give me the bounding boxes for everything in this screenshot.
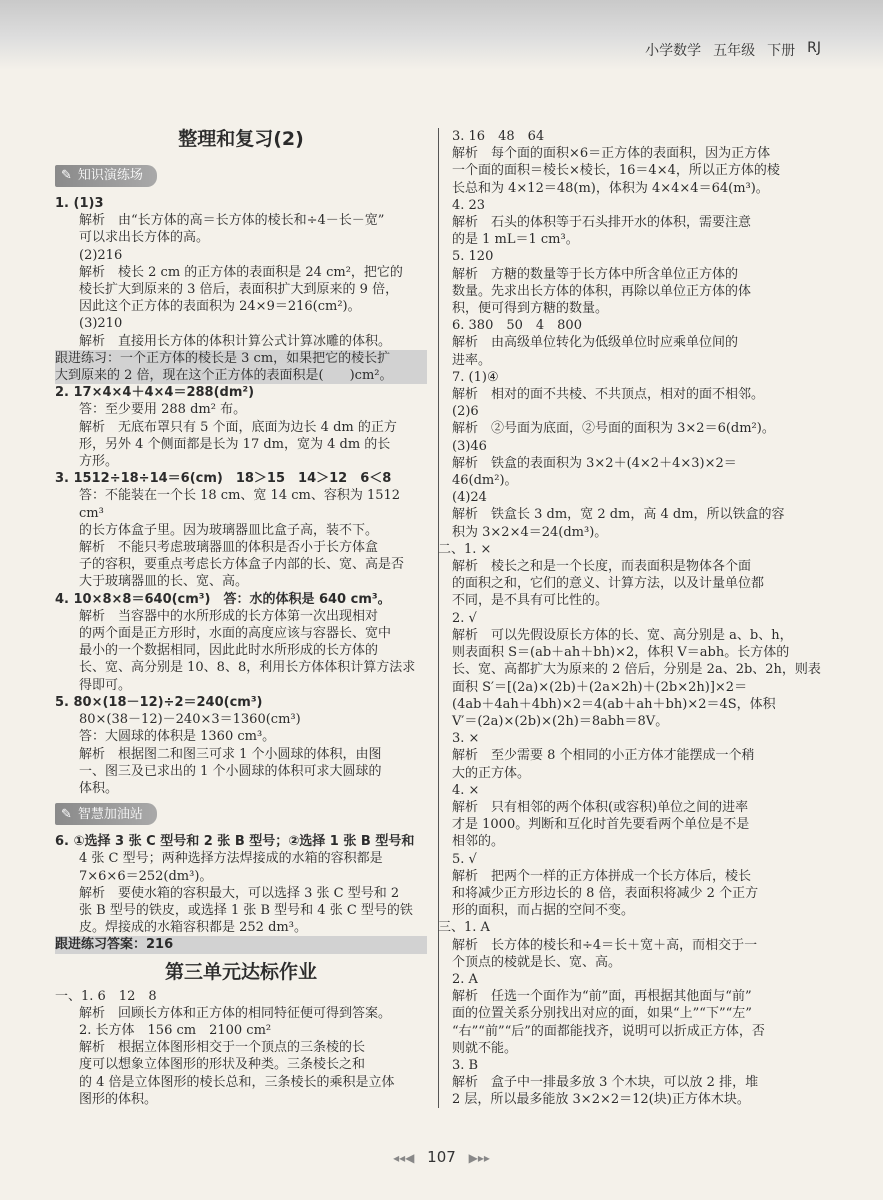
answer-line: 4. 10×8×8＝640(cm³) 答：水的体积是 640 cm³。 — [55, 591, 391, 607]
answer-line: 进率。 — [452, 352, 492, 368]
prev-arrows-icon: ◂◂◀ — [393, 1151, 415, 1165]
answer-line: 解析 任选一个面作为“前”面，再根据其他面与“前” — [452, 989, 752, 1005]
answer-line: 4. × — [452, 782, 480, 798]
answer-line: (3)210 — [79, 316, 123, 332]
page-number: 107 — [427, 1148, 456, 1166]
answer-line: 解析 ②号面为底面，②号面的面积为 3×2＝6(dm²)。 — [452, 421, 775, 437]
answer-list — [55, 833, 427, 953]
page-footer — [0, 1148, 883, 1166]
answer-line: (3)46 — [452, 438, 487, 454]
answer-line: 2. A — [452, 971, 478, 987]
header-subject: 小学数学 — [645, 43, 702, 59]
answer-line: 80×(38－12)－240×3＝1360(cm³) — [79, 712, 301, 728]
banner-label: 智慧加油站 — [77, 806, 143, 822]
answer-line: (4)24 — [452, 490, 487, 506]
pencil-icon: ✎ — [61, 168, 72, 184]
answer-line: 3. B — [452, 1057, 479, 1073]
answer-line: 解析 根据立体图形相交于一个顶点的三条棱的长 — [79, 1040, 366, 1056]
banner-label: 知识演练场 — [77, 168, 143, 184]
answer-line: 三、1. A — [438, 920, 490, 936]
answer-line: 解析 石头的体积等于石头排开水的体积，需要注意 — [452, 215, 752, 231]
page-header — [645, 40, 821, 60]
answer-line: 5. 120 — [452, 249, 494, 265]
answer-line: 的面积之和，它们的意义、计算方法，以及计量单位都 — [452, 576, 765, 592]
answer-line: 长总和为 4×12＝48(m)，体积为 4×4×4＝64(m³)。 — [452, 180, 769, 196]
answer-line: 的是 1 mL＝1 cm³。 — [452, 232, 579, 248]
answer-line: 则就不能。 — [452, 1040, 518, 1056]
answer-line: 7. (1)④ — [452, 369, 499, 385]
section-banner-practice — [55, 165, 157, 187]
answer-line: 长、宽、高都扩大为原来的 2 倍后，分别是 2a、2b、2h，则表 — [452, 662, 821, 678]
section-banner-wisdom — [55, 803, 157, 825]
answer-line: 一个面的面积＝棱长×棱长，16＝4×4，所以正方体的棱 — [452, 163, 780, 179]
answer-line: 积，便可得到方糖的数量。 — [452, 301, 609, 317]
left-column — [55, 125, 427, 1108]
answer-line: 7×6×6＝252(dm³)。 — [79, 868, 213, 884]
header-edition: RJ — [807, 40, 821, 56]
answer-line: 和将减少正方形边长的 8 倍，表面积将减少 2 个正方 — [452, 885, 759, 901]
answer-line: (2)216 — [79, 247, 123, 263]
answer-line: 度可以想象立体图形的形状及种类。三条棱长之和 — [79, 1057, 366, 1073]
answer-line: 相邻的。 — [452, 834, 505, 850]
answer-line: 答：大圆球的体积是 1360 cm³。 — [79, 729, 276, 745]
answer-line: 一、1. 6 12 8 — [55, 988, 157, 1004]
answer-line: 形，另外 4 个侧面都是长为 17 dm，宽为 4 dm 的长 — [79, 436, 391, 452]
answer-line: 形的面积，而占据的空间不变。 — [452, 903, 635, 919]
answer-line: 张 B 型号的铁皮，或选择 1 张 B 型号和 4 张 C 型号的铁 — [79, 902, 413, 918]
answer-line: 解析 回顾长方体和正方体的相同特征便可得到答案。 — [79, 1005, 392, 1021]
answer-line: 46(dm²)。 — [452, 473, 518, 489]
answer-line: (4ab＋4ah＋4bh)×2＝4(ab＋ah＋bh)×2＝4S，体积 — [452, 696, 776, 712]
answer-line: 答：至少要用 288 dm² 布。 — [79, 402, 247, 418]
answer-line: V′＝(2a)×(2b)×(2h)＝8abh＝8V。 — [452, 713, 669, 729]
column-divider — [438, 128, 439, 1108]
answer-line: 解析 当容器中的水所形成的长方体第一次出现相对 — [79, 608, 379, 624]
answer-line: 解析 相对的面不共棱、不共顶点，相对的面不相邻。 — [452, 387, 765, 403]
answer-line: 2 层，所以最多能放 3×2×2＝12(块)正方体木块。 — [452, 1092, 750, 1108]
next-arrows-icon: ▶▸▸ — [468, 1151, 490, 1165]
answer-line: 子的容积，要重点考虑长方体盒子内部的长、宽、高是否 — [79, 557, 405, 573]
answer-line: 体积。 — [79, 780, 119, 796]
answer-line: 答：不能装在一个长 18 cm、宽 14 cm、容积为 1512 cm³ — [79, 488, 405, 521]
answer-line: 6. ①选择 3 张 C 型号和 2 张 B 型号；②选择 1 张 B 型号和 — [55, 834, 415, 850]
answer-line: 的长方体盒子里。因为玻璃器皿比盒子高，装不下。 — [79, 522, 379, 538]
answer-line: 解析 直接用长方体的体积计算公式计算冰雕的体积。 — [79, 333, 392, 349]
answer-line: 解析 可以先假设原长方体的长、宽、高分别是 a、b、h， — [452, 627, 793, 643]
right-column — [438, 128, 824, 1109]
answer-line: 2. 长方体 156 cm 2100 cm² — [79, 1022, 272, 1038]
answer-line: 图形的体积。 — [79, 1091, 158, 1107]
answer-line: 最小的一个数据相同，因此此时水所形成的长方体的 — [79, 643, 379, 659]
answer-list — [438, 128, 824, 1109]
answer-line: 解析 无底布罩只有 5 个面，底面为边长 4 dm 的正方 — [79, 419, 397, 435]
answer-line: 的 4 倍是立体图形的棱长总和，三条棱长的乘积是立体 — [79, 1074, 395, 1090]
answer-line: 才是 1000。判断和互化时首先要看两个单位是不是 — [452, 817, 750, 833]
answer-line: 解析 每个面的面积×6＝正方体的表面积，因为正方体 — [452, 146, 771, 162]
answer-line: 大的正方体。 — [452, 765, 531, 781]
answer-line: 4. 23 — [452, 197, 486, 213]
header-term: 下册 — [767, 43, 796, 59]
answer-line: 跟进练习：一个正方体的棱长是 3 cm，如果把它的棱长扩 — [55, 350, 427, 367]
answer-line: 得即可。 — [79, 677, 132, 693]
answer-line: 解析 把两个一样的正方体拼成一个长方体后，棱长 — [452, 868, 752, 884]
answer-line: 6. 380 50 4 800 — [452, 318, 582, 334]
answer-line: 3. 1512÷18÷14＝6(cm) 18＞15 14＞12 6＜8 — [55, 471, 392, 487]
answer-line: 4 张 C 型号；两种选择方法焊接成的水箱的容积都是 — [79, 851, 383, 867]
answer-line: 解析 棱长 2 cm 的正方体的表面积是 24 cm²，把它的 — [79, 264, 403, 280]
header-grade: 五年级 — [713, 43, 756, 59]
answer-line: 的两个面是正方形时，水面的高度应该与容器长、宽中 — [79, 626, 392, 642]
answer-line: 方形。 — [79, 454, 119, 470]
answer-line: 不同，是不具有可比性的。 — [452, 593, 609, 609]
answer-line: 解析 要使水箱的容积最大，可以选择 3 张 C 型号和 2 — [79, 885, 400, 901]
section-title: 整理和复习(2) — [178, 128, 304, 150]
answer-line: 3. × — [452, 731, 480, 747]
answer-line: 2. √ — [452, 610, 477, 626]
answer-line: 解析 方糖的数量等于长方体中所含单位正方体的 — [452, 266, 739, 282]
answer-line: 5. √ — [452, 851, 477, 867]
answer-line: 解析 盒子中一排最多放 3 个木块，可以放 2 排，堆 — [452, 1075, 759, 1091]
answer-list — [55, 195, 427, 797]
answer-line: 解析 长方体的棱长和÷4＝长＋宽＋高，而相交于一 — [452, 937, 758, 953]
answer-line: 解析 根据图二和图三可求 1 个小圆球的体积，由图 — [79, 746, 382, 762]
answer-line: 因此这个正方体的表面积为 24×9＝216(cm²)。 — [79, 299, 361, 315]
answer-line: 解析 棱长之和是一个长度，而表面积是物体各个面 — [452, 559, 752, 575]
answer-line: 皮。焊接成的水箱容积都是 252 dm³。 — [79, 920, 307, 936]
answer-line: “右”“前”“后”的面都能找齐，说明可以折成正方体，否 — [452, 1023, 765, 1039]
answer-line: 2. 17×4×4＋4×4＝288(dm²) — [55, 385, 255, 401]
answer-line: 3. 16 48 64 — [452, 129, 545, 144]
answer-line: 跟进练习答案：216 — [55, 936, 427, 953]
answer-line: 解析 铁盒长 3 dm，宽 2 dm，高 4 dm，所以铁盒的容 — [452, 507, 785, 523]
answer-line: 一、图三及已求出的 1 个小圆球的体积可求大圆球的 — [79, 763, 382, 779]
answer-line: 解析 铁盒的表面积为 3×2＋(4×2＋4×3)×2＝ — [452, 455, 737, 471]
answer-line: (2)6 — [452, 404, 479, 420]
answer-line: 解析 由“长方体的高＝长方体的棱长和÷4－长－宽” — [79, 213, 385, 229]
answer-line: 可以求出长方体的高。 — [79, 230, 210, 246]
answer-line: 大于玻璃器皿的长、宽、高。 — [79, 574, 249, 590]
answer-line: 5. 80×(18－12)÷2＝240(cm³) — [55, 694, 263, 710]
answer-line: 积为 3×2×4＝24(dm³)。 — [452, 524, 608, 540]
answer-line: 棱长扩大到原来的 3 倍后，表面积扩大到原来的 9 倍， — [79, 282, 399, 298]
answer-list — [55, 988, 427, 1108]
answer-line: 数量。先求出长方体的体积，再除以单位正方体的体 — [452, 283, 752, 299]
answer-line: 则表面积 S＝(ab＋ah＋bh)×2，体积 V＝abh。长方体的 — [452, 645, 790, 661]
answer-line: 解析 至少需要 8 个相同的小正方体才能摆成一个稍 — [452, 748, 755, 764]
answer-line: 二、1. × — [438, 541, 492, 557]
answer-line: 面积 S′＝[(2a)×(2b)＋(2a×2h)＋(2b×2h)]×2＝ — [452, 679, 748, 695]
answer-line: 大到原来的 2 倍，现在这个正方体的表面积是( )cm²。 — [55, 367, 427, 384]
unit-title: 第三单元达标作业 — [164, 960, 317, 983]
answer-line: 解析 只有相邻的两个体积(或容积)单位之间的进率 — [452, 799, 749, 815]
answer-line: 长、宽、高分别是 10、8、8，利用长方体体积计算方法求 — [79, 660, 416, 676]
pencil-icon: ✎ — [61, 806, 72, 822]
answer-line: 解析 由高级单位转化为低级单位时应乘单位间的 — [452, 335, 739, 351]
answer-line: 面的位置关系分别找出对应的面，如果“上”“下”“左” — [452, 1006, 752, 1022]
answer-line: 解析 不能只考虑玻璃器皿的体积是否小于长方体盒 — [79, 540, 379, 556]
answer-line: 个顶点的棱就是长、宽、高。 — [452, 954, 622, 970]
answer-line: 1. (1)3 — [55, 196, 104, 211]
